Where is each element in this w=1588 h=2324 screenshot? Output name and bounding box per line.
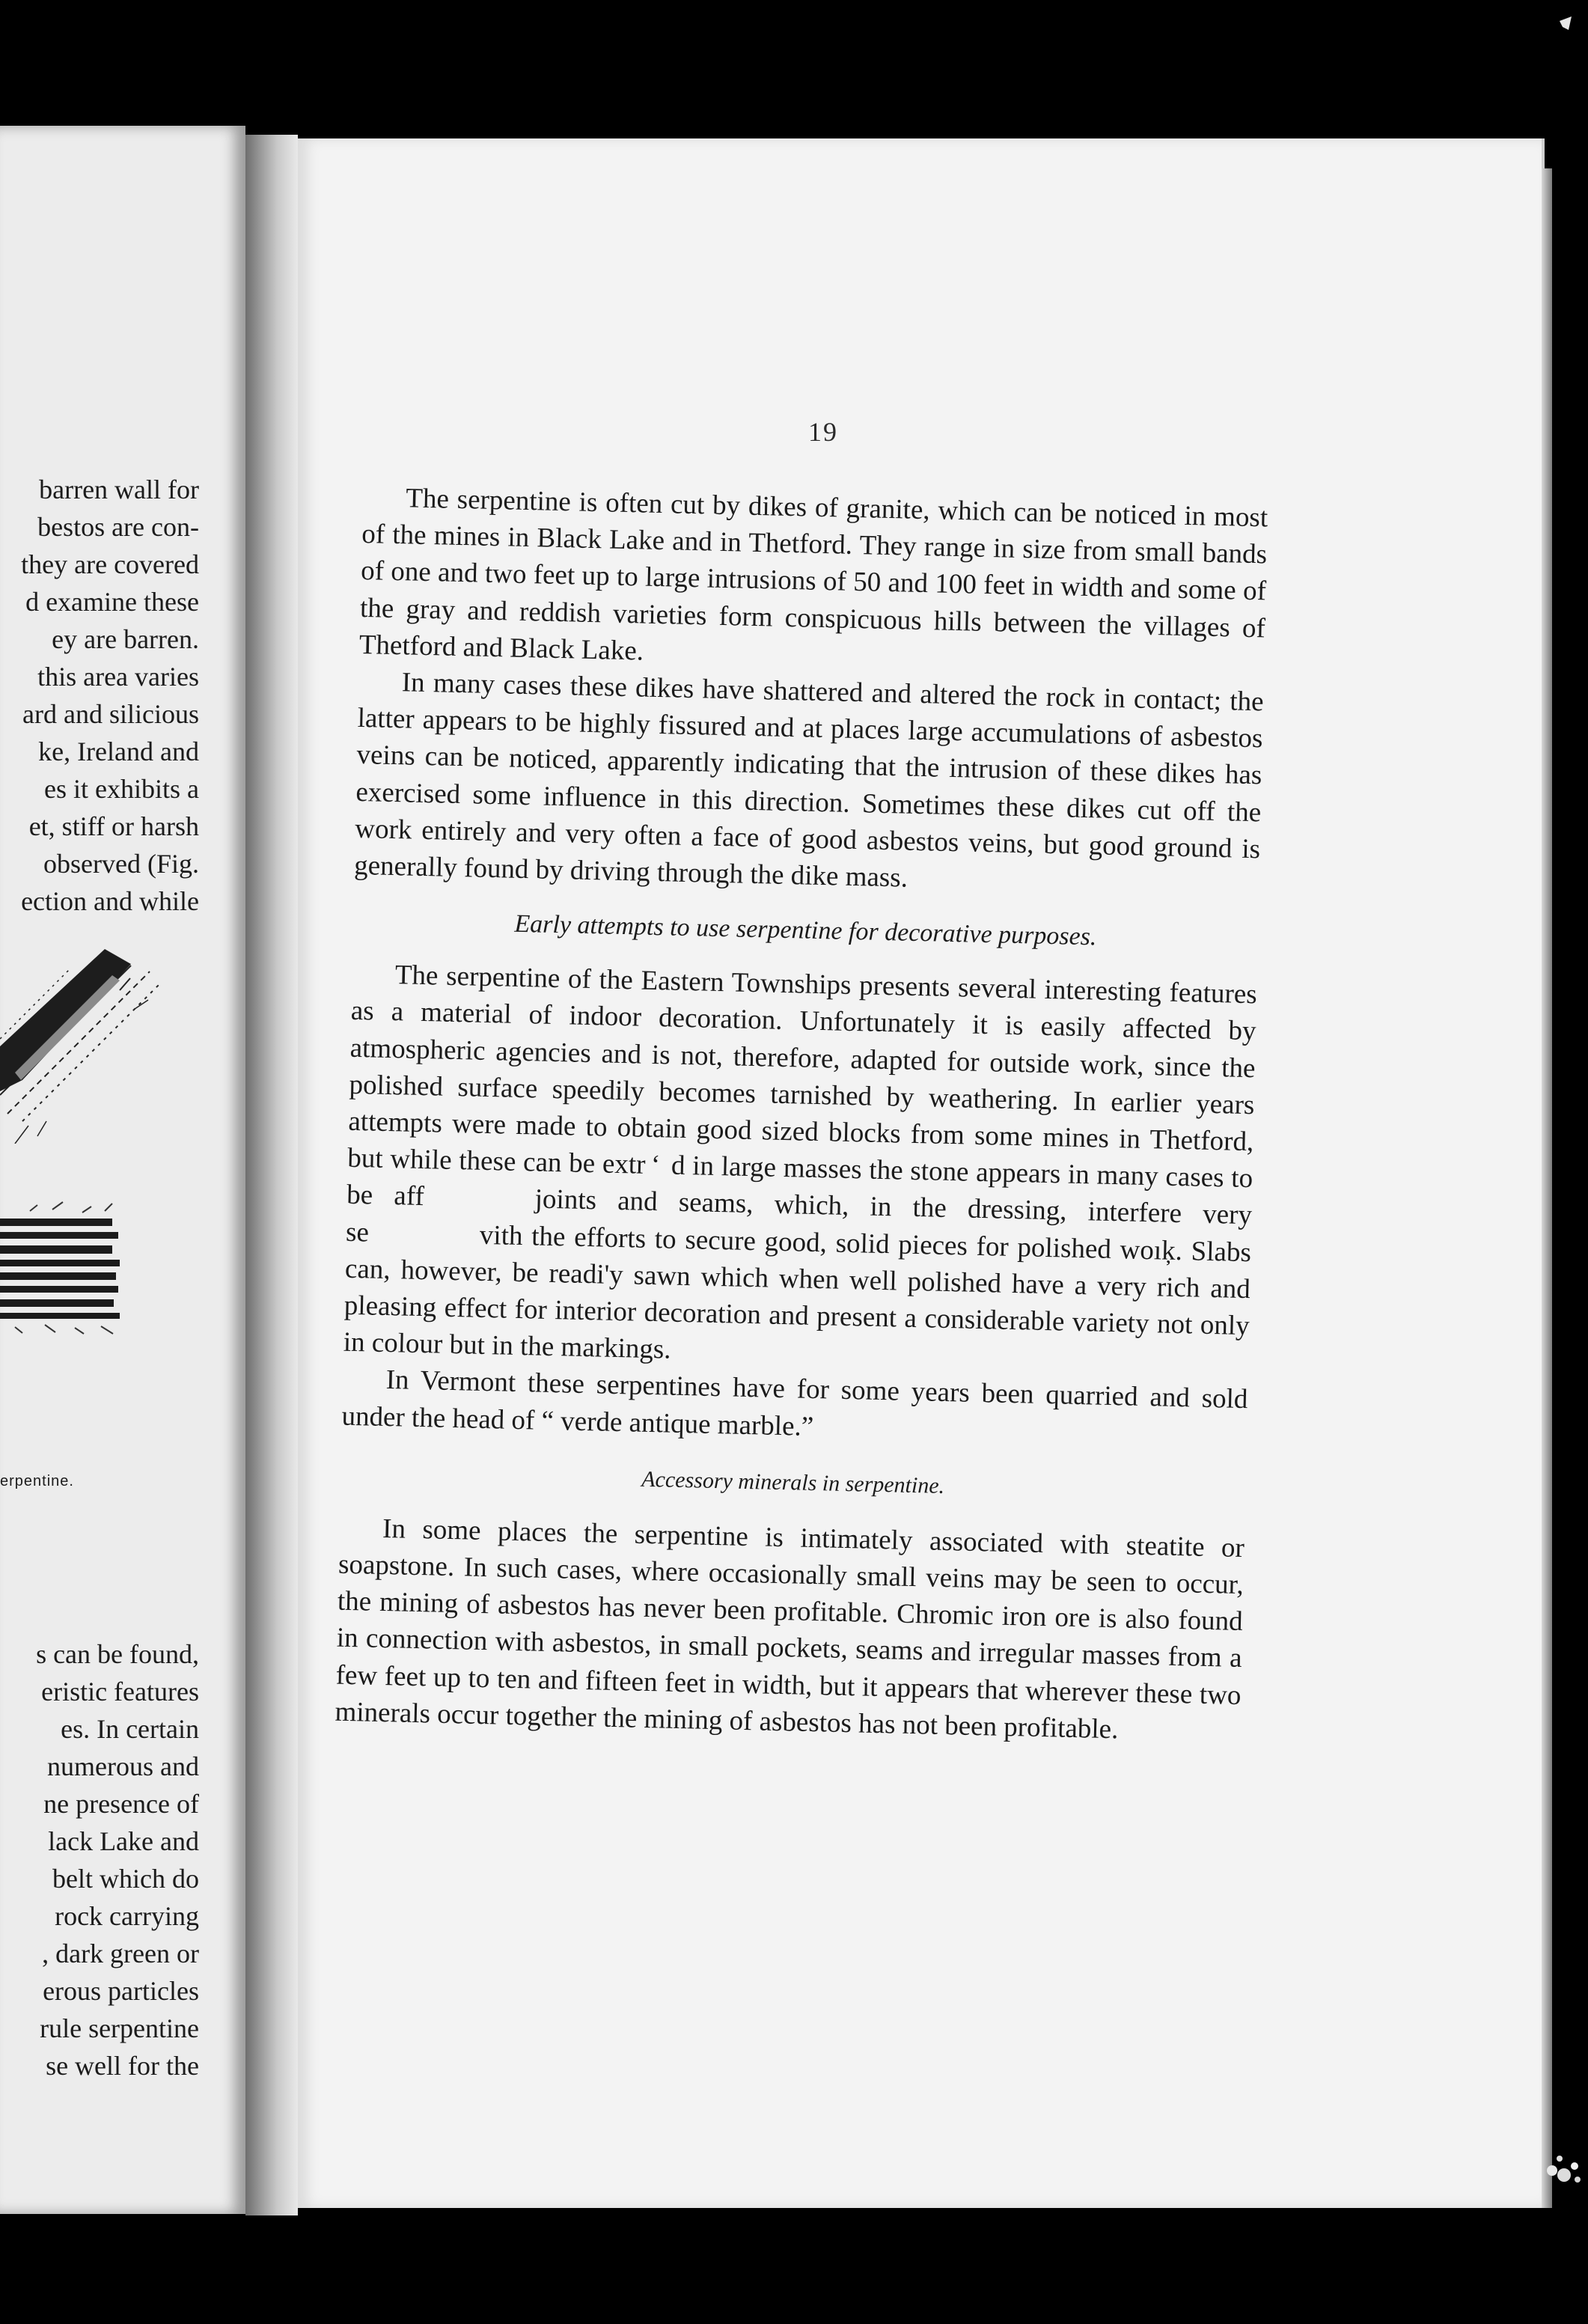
left-text-line: bestos are con- [37,512,199,542]
left-text-line: rule serpentine [40,2013,199,2043]
left-text-line: numerous and [47,1751,199,1781]
left-text-line: barren wall for [39,475,199,504]
left-text-line: es it exhibits a [44,774,199,804]
book-gutter [245,135,298,2215]
left-text-line: ey are barren. [52,624,199,654]
paragraph-soapstone-chromite: In some places the serpentine is intimately associated with steatite or soapstone. In such cases, where occasionally small veins may be seen to occur, the mining of asbestos has never been profitable. Chromic iron ore is also found in connection with asbestos, in small pockets, seams and irregular masses from a few feet up to ten and fifteen feet in width, but it appears that wherever these two minerals occur together the mining of asbestos has not been profitable. [335,1513,1245,1745]
page-edge [1542,168,1552,2208]
left-text-line: they are covered [21,549,199,579]
scan-speck-top-right [1557,13,1579,36]
figure-caption: erpentine. [0,1473,74,1489]
left-text-line: ke, Ireland and [38,736,199,766]
serpentine-vein-figure-upper [0,919,245,1144]
body-text [335,479,1268,1751]
left-text-line: erous particles [43,1976,199,2006]
left-text-line: lack Lake and [48,1826,199,1856]
left-text-line: eristic features [41,1677,199,1707]
page-number: 19 [808,417,838,447]
paragraph-dike-effects: In many cases these dikes have shattered and altered the rock in contact; the latter appears to be highly fissured and at places large accumulations of asbestos veins can be noticed, apparently indicating that the intrusion of these dikes has exercised some influence in this direction. Sometimes these dikes cut off the work entirely and very often a face of good asbestos veins, but good ground is generally found by driving through the dike mass. [353,667,1265,894]
serpentine-vein-figure-lower [0,1189,245,1353]
left-text-line: ection and while [21,886,199,916]
left-text-line: d examine these [25,587,199,617]
left-text-line: observed (Fig. [43,849,199,879]
section-heading-accessory-minerals: Accessory minerals in serpentine. [641,1466,945,1498]
left-text-line: belt which do [52,1864,199,1894]
left-text-line: ard and silicious [22,699,199,729]
left-text-line: this area varies [37,662,199,692]
left-text-line: et, stiff or harsh [28,811,199,841]
left-page [0,126,245,2214]
scan-speck-bottom-right [1542,2148,1588,2193]
paragraph-indoor-decoration: The serpentine of the Eastern Townships presents several interesting features as a material of indoor decoration. Unfortunately it is easily affected by atmospheric agencies and is not, therefore, adapted for outside work, since the polished surface speedily becomes tarnished by weathering. In earlier years attempts were made to obtain good sized blocks from some mines in Thetford, but while these can be extr ʻ d in large masses the stone appears in many cases to be aff joints and seams, which, in the dressing, interfere very se vith the efforts to secure good, solid pieces for polished woıķ. Slabs can, however, be readi'y sawn which when well polished have a very rich and pleasing effect for interior decoration and present a considerable variety not only in colour but in the markings. [343,960,1258,1365]
left-text-line: se well for the [46,2051,199,2081]
section-heading-decorative: Early attempts to use serpentine for decorative purposes. [514,909,1097,951]
left-text-line: , dark green or [42,1939,199,1968]
paragraph-vermont: In Vermont these serpentines have for some years been quarried and sold under the head of “ verde antique marble.” [341,1364,1248,1442]
left-text-line: es. In certain [61,1714,199,1744]
left-text-line: rock carrying [55,1901,199,1931]
left-text-line: s can be found, [36,1639,199,1669]
paragraph-dikes: The serpentine is often cut by dikes of granite, which can be noticed in most of the mines in Black Lake and in Thetford. They range in size from small bands of one and two feet up to large intrusions of 50 and 100 feet in width and some of the gray and reddish varieties form conspicuous hills between the villages of Thetford and Black Lake. [358,483,1268,667]
left-text-line: ne presence of [43,1789,199,1819]
